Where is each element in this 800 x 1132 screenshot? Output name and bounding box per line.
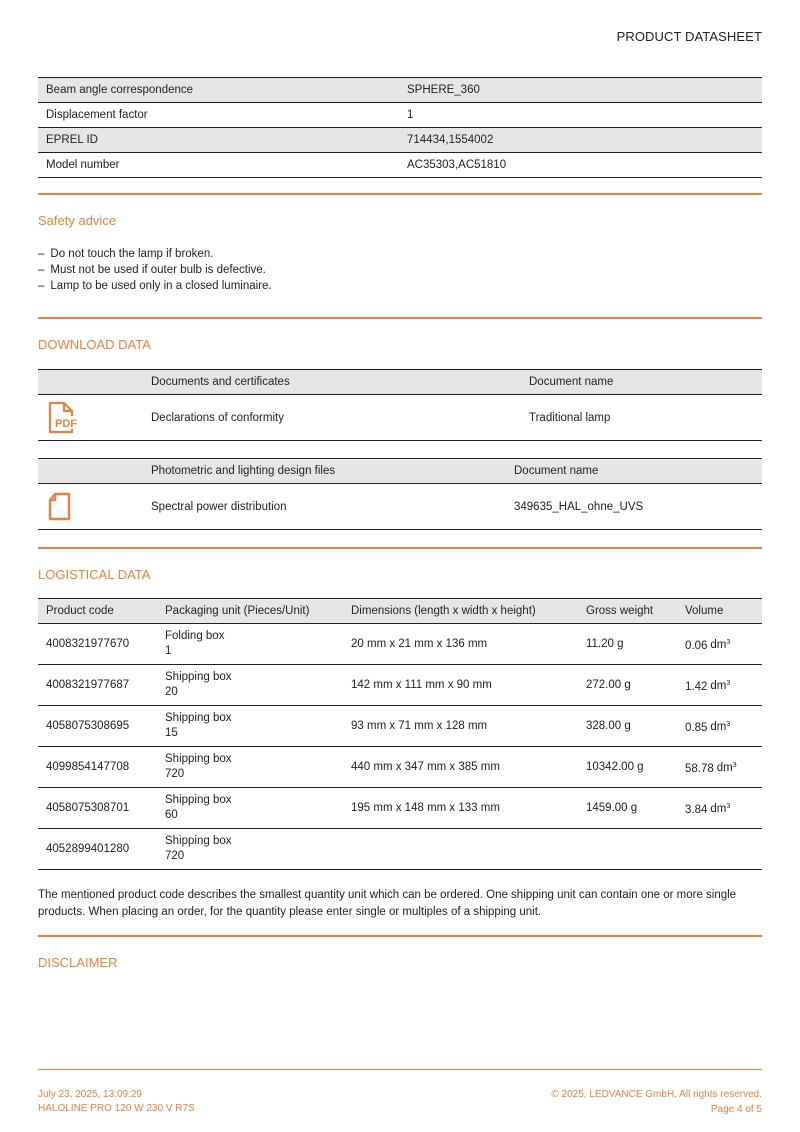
photometric-files-table xyxy=(38,458,762,530)
packaging-unit xyxy=(157,829,343,870)
packaging-quantity: 1 xyxy=(165,645,172,657)
volume xyxy=(677,829,762,870)
volume-exponent: 3 xyxy=(726,720,731,728)
dimensions: 142 mm x 111 mm x 90 mm xyxy=(343,665,578,706)
column-header: Product code xyxy=(38,599,157,624)
list-item: – Lamp to be used only in a closed luminaire. xyxy=(38,278,272,294)
product-code: 4008321977670 xyxy=(38,624,157,665)
product-code: 4008321977687 xyxy=(38,665,157,706)
table-row[interactable] xyxy=(38,395,762,441)
footer-product-name: HALOLINE PRO 120 W 230 V R7S xyxy=(38,1103,195,1114)
volume-unit: dm xyxy=(710,803,727,816)
svg-text:PDF: PDF xyxy=(55,417,77,430)
dimensions: 93 mm x 71 mm x 128 mm xyxy=(343,706,578,747)
footer-copyright: © 2025, LEDVANCE GmbH. All rights reserved. xyxy=(551,1089,762,1100)
column-header: Volume xyxy=(677,599,762,624)
volume-value: 58.78 xyxy=(685,762,714,775)
table-row xyxy=(38,128,762,153)
column-header: Gross weight xyxy=(578,599,677,624)
column-header: Dimensions (length x width x height) xyxy=(343,599,578,624)
section-divider xyxy=(38,317,762,319)
packaging-unit xyxy=(157,706,343,747)
gross-weight xyxy=(578,829,677,870)
section-divider xyxy=(38,193,762,195)
packaging-unit xyxy=(157,665,343,706)
footer-date: July 23, 2025, 13:09:29 xyxy=(38,1089,142,1100)
table-row xyxy=(38,788,762,829)
table-row xyxy=(38,829,762,870)
section-divider xyxy=(38,547,762,549)
gross-weight: 272.00 g xyxy=(578,665,677,706)
dimensions: 20 mm x 21 mm x 136 mm xyxy=(343,624,578,665)
packaging-unit xyxy=(157,747,343,788)
dimensions: 195 mm x 148 mm x 133 mm xyxy=(343,788,578,829)
volume xyxy=(677,665,762,706)
disclaimer-title: DISCLAIMER xyxy=(38,955,118,970)
datasheet-header-title: PRODUCT DATASHEET xyxy=(616,29,762,44)
documents-table xyxy=(38,369,762,441)
product-code: 4058075308701 xyxy=(38,788,157,829)
volume-value: 3.84 xyxy=(685,803,708,816)
dimensions: 440 mm x 347 mm x 385 mm xyxy=(343,747,578,788)
table-row[interactable] xyxy=(38,484,762,530)
table-row xyxy=(38,153,762,178)
properties-table xyxy=(38,77,762,178)
logistics-table xyxy=(38,598,762,870)
download-data-title: DOWNLOAD DATA xyxy=(38,337,151,352)
property-label: EPREL ID xyxy=(38,128,399,153)
list-item: – Do not touch the lamp if broken. xyxy=(38,246,272,262)
table-row xyxy=(38,78,762,103)
packaging-type: Shipping box xyxy=(165,835,232,847)
gross-weight: 328.00 g xyxy=(578,706,677,747)
volume-exponent: 3 xyxy=(732,761,737,769)
volume-value: 0.06 xyxy=(685,639,708,652)
packaging-quantity: 60 xyxy=(165,809,178,821)
footer-divider xyxy=(38,1069,762,1070)
section-divider xyxy=(38,935,762,937)
packaging-unit xyxy=(157,788,343,829)
volume-exponent: 3 xyxy=(726,679,731,687)
volume xyxy=(677,706,762,747)
product-code: 4052899401280 xyxy=(38,829,157,870)
safety-advice-title: Safety advice xyxy=(38,213,117,228)
footer-page-number: Page 4 of 5 xyxy=(710,1104,762,1115)
packaging-quantity: 15 xyxy=(165,727,178,739)
volume-value: 0.85 xyxy=(685,721,708,734)
packaging-type: Shipping box xyxy=(165,794,232,806)
table-header-row xyxy=(38,370,762,395)
column-header: Document name xyxy=(506,459,762,484)
table-header-row xyxy=(38,599,762,624)
column-header: Document name xyxy=(521,370,762,395)
packaging-quantity: 20 xyxy=(165,686,178,698)
table-row xyxy=(38,665,762,706)
document-icon[interactable] xyxy=(38,484,143,530)
packaging-type: Shipping box xyxy=(165,712,232,724)
logistical-data-title: LOGISTICAL DATA xyxy=(38,567,151,582)
gross-weight: 1459.00 g xyxy=(578,788,677,829)
safety-advice-list xyxy=(38,246,272,294)
packaging-quantity: 720 xyxy=(165,768,185,780)
list-item: – Must not be used if outer bulb is defective. xyxy=(38,262,272,278)
document-description: Spectral power distribution xyxy=(143,484,506,530)
property-label: Beam angle correspondence xyxy=(38,78,399,103)
table-row xyxy=(38,624,762,665)
product-code: 4058075308695 xyxy=(38,706,157,747)
volume-value: 1.42 xyxy=(685,680,708,693)
packaging-type: Shipping box xyxy=(165,753,232,765)
dimensions xyxy=(343,829,578,870)
document-name-link[interactable]: Traditional lamp xyxy=(521,395,762,441)
volume xyxy=(677,624,762,665)
document-name-link[interactable]: 349635_HAL_ohne_UVS xyxy=(506,484,762,530)
volume-exponent: 3 xyxy=(726,802,731,810)
property-value: AC35303,AC51810 xyxy=(399,153,762,178)
packaging-quantity: 720 xyxy=(165,850,185,862)
table-row xyxy=(38,103,762,128)
property-label: Displacement factor xyxy=(38,103,399,128)
packaging-unit xyxy=(157,624,343,665)
gross-weight: 11.20 g xyxy=(578,624,677,665)
volume xyxy=(677,788,762,829)
volume-exponent: 3 xyxy=(726,638,731,646)
column-header: Packaging unit (Pieces/Unit) xyxy=(157,599,343,624)
volume-unit: dm xyxy=(710,639,727,652)
footer xyxy=(38,1089,762,1114)
logistics-note: The mentioned product code describes the smallest quantity unit which can be ordered. One shipping unit can contain one or more single products. When placing an order, for the quantity please enter single or multiples of a shipping unit. xyxy=(38,889,737,918)
column-header: Photometric and lighting design files xyxy=(143,459,506,484)
product-code: 4099854147708 xyxy=(38,747,157,788)
property-value: SPHERE_360 xyxy=(399,78,762,103)
volume-unit: dm xyxy=(710,721,727,734)
gross-weight: 10342.00 g xyxy=(578,747,677,788)
document-description: Declarations of conformity xyxy=(143,395,521,441)
packaging-type: Shipping box xyxy=(165,671,232,683)
property-value: 714434,1554002 xyxy=(399,128,762,153)
volume xyxy=(677,747,762,788)
table-row xyxy=(38,747,762,788)
property-value: 1 xyxy=(399,103,762,128)
table-header-row xyxy=(38,459,762,484)
volume-unit: dm xyxy=(716,762,733,775)
column-header: Documents and certificates xyxy=(143,370,521,395)
property-label: Model number xyxy=(38,153,399,178)
volume-unit: dm xyxy=(710,680,727,693)
pdf-icon[interactable] xyxy=(38,395,143,441)
table-row xyxy=(38,706,762,747)
packaging-type: Folding box xyxy=(165,630,225,642)
